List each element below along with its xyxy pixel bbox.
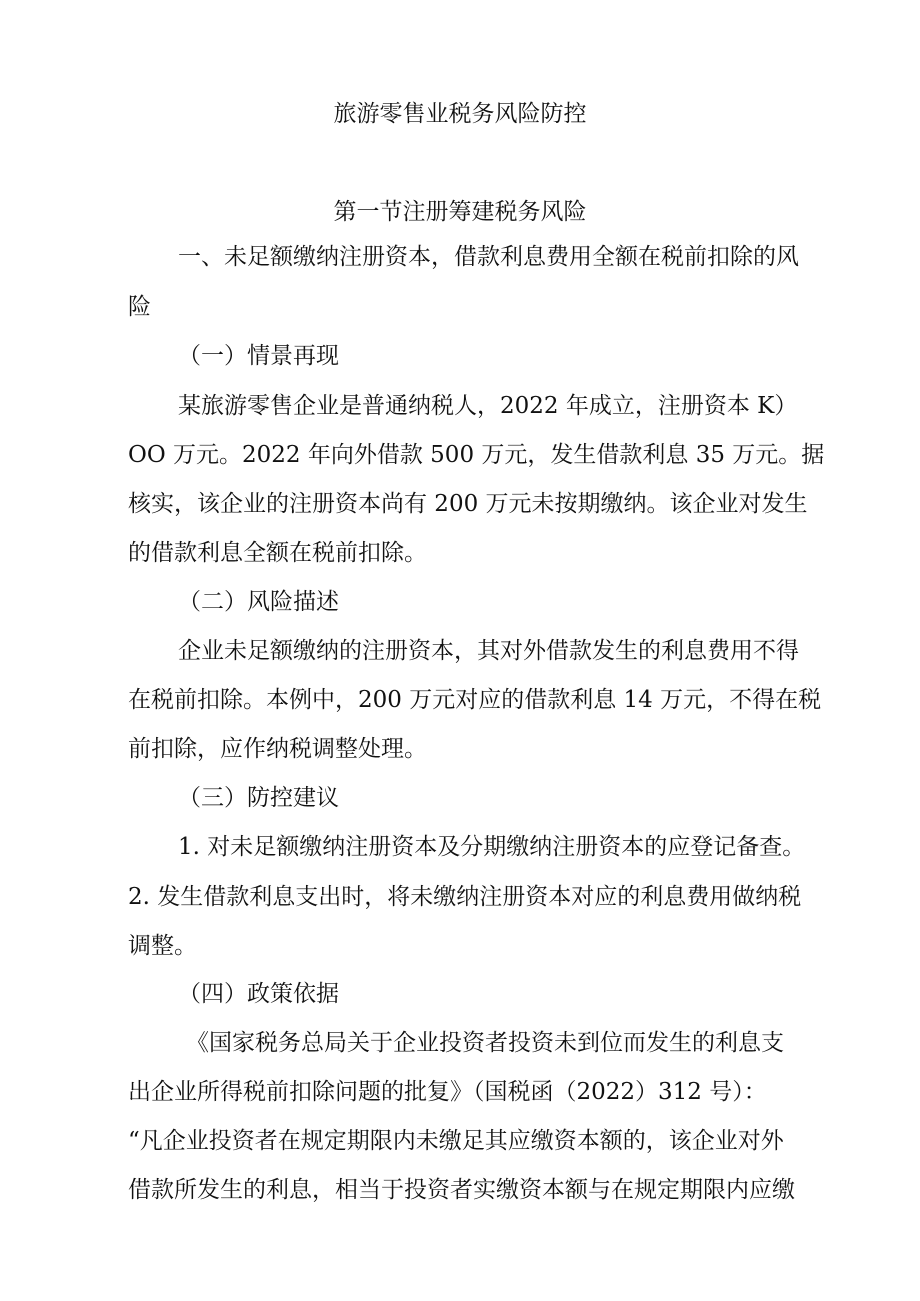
section-title: 第一节注册筹建税务风险	[333, 199, 587, 225]
subheading-policy-basis: （四）政策依据	[178, 981, 339, 1007]
heading-risk-one: 一、未足额缴纳注册资本，借款利息费用全额在税前扣除的风	[178, 244, 799, 270]
paragraph-line: 《国家税务总局关于企业投资者投资未到位而发生的利息支	[186, 1030, 784, 1056]
paragraph-line: 的借款利息全额在税前扣除。	[128, 540, 427, 566]
paragraph-line: 险	[128, 294, 151, 320]
paragraph-line: OO 万元。2022 年向外借款 500 万元，发生借款利息 35 万元。据	[128, 442, 825, 468]
paragraph-line: 企业未足额缴纳的注册资本，其对外借款发生的利息费用不得	[178, 638, 799, 664]
document-title: 旅游零售业税务风险防控	[333, 101, 587, 127]
paragraph-line: 在税前扣除。本例中，200 万元对应的借款利息 14 万元，不得在税	[128, 687, 822, 713]
paragraph-line: 前扣除，应作纳税调整处理。	[128, 736, 427, 762]
paragraph-line: 出企业所得税前扣除问题的批复》（国税函（2022）312 号）：	[128, 1079, 767, 1105]
paragraph-line: 借款所发生的利息，相当于投资者实缴资本额与在规定期限内应缴	[128, 1177, 795, 1203]
subheading-prevention-advice: （三）防控建议	[178, 785, 339, 811]
paragraph-line: “凡企业投资者在规定期限内未缴足其应缴资本额的，该企业对外	[128, 1128, 784, 1154]
paragraph-line: 调整。	[128, 933, 197, 959]
paragraph-line: 核实，该企业的注册资本尚有 200 万元未按期缴纳。该企业对发生	[128, 491, 808, 517]
list-item: 2. 发生借款利息支出时，将未缴纳注册资本对应的利息费用做纳税	[128, 884, 802, 910]
subheading-risk-description: （二）风险描述	[178, 589, 339, 615]
list-item: 1. 对未足额缴纳注册资本及分期缴纳注册资本的应登记备查。	[178, 834, 806, 860]
subheading-scenario: （一）情景再现	[178, 343, 339, 369]
paragraph-line: 某旅游零售企业是普通纳税人，2022 年成立，注册资本 K）	[178, 393, 798, 419]
